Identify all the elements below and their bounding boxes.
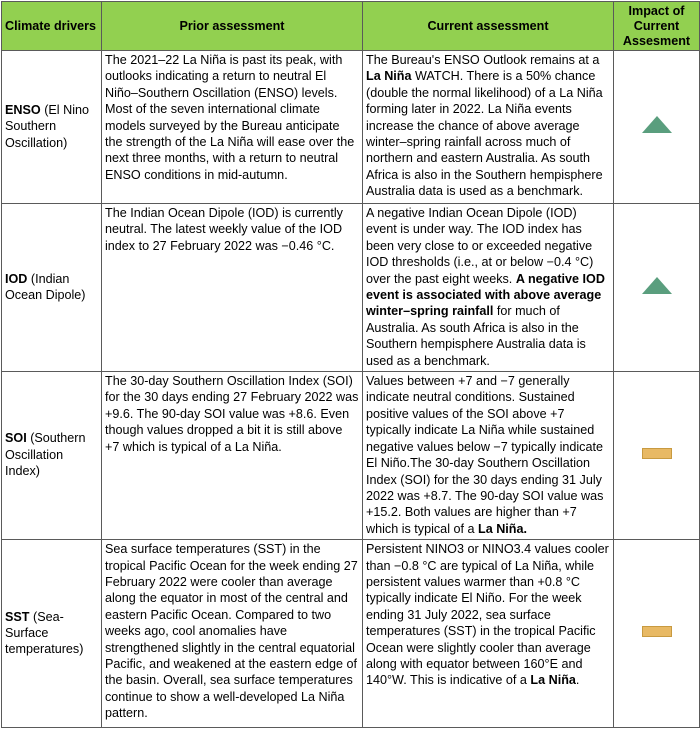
impact-cell <box>614 204 700 372</box>
driver-fullname: (Southern Oscillation Index) <box>5 431 86 479</box>
driver-abbrev: SST <box>5 609 30 624</box>
impact-cell <box>614 372 700 540</box>
current-assessment-cell <box>363 51 614 204</box>
current-text: The Bureau's ENSO Outlook remains at a <box>366 53 600 67</box>
header-current-assessment: Current assessment <box>363 2 614 51</box>
driver-abbrev: IOD <box>5 271 28 286</box>
driver-abbrev: SOI <box>5 431 27 446</box>
driver-cell <box>2 372 102 540</box>
current-text: for much of Australia. As south Africa is also in the Southern hempisphere Australia data is used as a benchmark. <box>366 304 586 368</box>
current-text-emphasis: La Niña. <box>478 521 527 536</box>
driver-cell <box>2 204 102 372</box>
driver-cell <box>2 51 102 204</box>
up-triangle-icon <box>642 116 672 133</box>
driver-fullname: (Indian Ocean Dipole) <box>5 271 86 303</box>
current-text: Values between +7 and −7 generally indicate neutral conditions. Sustained positive values of the SOI above +7 typically indicate La Niña while sustained negative values below −7 typically indicate El Niño.The 30-day Southern Oscillation Index (SOI) for the 30 days ending 31 July 2022 was +8.7. The 90-day SOI value was +15.2. Both values are higher than +7 which is typical of a <box>366 374 604 536</box>
current-text: A negative Indian Ocean Dipole (IOD) event is under way. The IOD index has been very close to or exceeded negative IOD thresholds (i.e., at or below −0.4 °C) over the past eight weeks. <box>366 206 594 286</box>
current-text-emphasis: La Niña <box>530 673 576 688</box>
table-row-soi <box>2 372 700 540</box>
driver-abbrev: ENSO <box>5 102 41 117</box>
header-climate-drivers: Climate drivers <box>2 2 102 51</box>
up-triangle-icon <box>642 277 672 294</box>
impact-cell <box>614 51 700 204</box>
current-assessment-cell <box>363 540 614 728</box>
header-row <box>2 2 700 51</box>
driver-fullname: (El Nino Southern Oscillation) <box>5 102 89 150</box>
prior-assessment-cell: The 2021–22 La Niña is past its peak, with outlooks indicating a return to neutral El Niño–Southern Oscillation (ENSO) levels. Most of the seven international climate models surveyed by the Bureau anticipate the strength of the La Niña will ease over the next three months, with a return to neutral ENSO conditions in mid-autumn. <box>102 51 363 204</box>
impact-cell <box>614 540 700 728</box>
header-impact: Impact of Current Assesment <box>614 2 700 51</box>
current-text-emphasis: La Niña <box>366 69 412 84</box>
current-assessment-cell <box>363 372 614 540</box>
current-text-emphasis: A negative IOD event is associated with above average winter–spring rainfall <box>366 271 605 319</box>
neutral-dash-icon <box>642 626 672 637</box>
current-assessment-cell <box>363 204 614 372</box>
neutral-dash-icon <box>642 448 672 459</box>
prior-assessment-cell: Sea surface temperatures (SST) in the tropical Pacific Ocean for the week ending 27 February 2022 were cooler than average along the equator in most of the central and eastern Pacific Ocean. Compared to two weeks ago, cool anomalies have strengthened slightly in the central equatorial Pacific, and weakened at the eastern edge of the basin. Overall, sea surface temperatures continue to show a well-developed La Niña pattern. <box>102 540 363 728</box>
table-row-iod <box>2 204 700 372</box>
table-row-enso <box>2 51 700 204</box>
prior-assessment-cell: The 30-day Southern Oscillation Index (SOI) for the 30 days ending 27 February 2022 was +9.6. The 90-day SOI value was +8.6. Even though values dropped a bit it is still above +7 which is typical of a La Niña. <box>102 372 363 540</box>
current-text: WATCH. There is a 50% chance (double the normal likelihood) of a La Niña forming later in 2022. La Niña events increase the chance of above average winter–spring rainfall across much of northern and eastern Australia. As south Africa is also in the Southern hempisphere Australia data is used as a benchmark. <box>366 69 603 199</box>
table-row-sst <box>2 540 700 728</box>
climate-drivers-table <box>1 1 700 728</box>
current-text: Persistent NINO3 or NINO3.4 values cooler than −0.8 °C are typical of La Niña, while persistent values warmer than +0.8 °C typically indicate El Niño. For the week ending 31 July 2022, sea surface temperatures (SST) in the tropical Pacific Ocean were slightly cooler than average along with equator between 160°E and 140°W. This is indicative of a <box>366 542 609 688</box>
prior-assessment-cell: The Indian Ocean Dipole (IOD) is currently neutral. The latest weekly value of the IOD index to 27 February 2022 was −0.46 °C. <box>102 204 363 372</box>
current-text: . <box>575 673 580 688</box>
driver-fullname: (Sea-Surface temperatures) <box>5 609 84 657</box>
header-prior-assessment: Prior assessment <box>102 2 363 51</box>
driver-cell <box>2 540 102 728</box>
